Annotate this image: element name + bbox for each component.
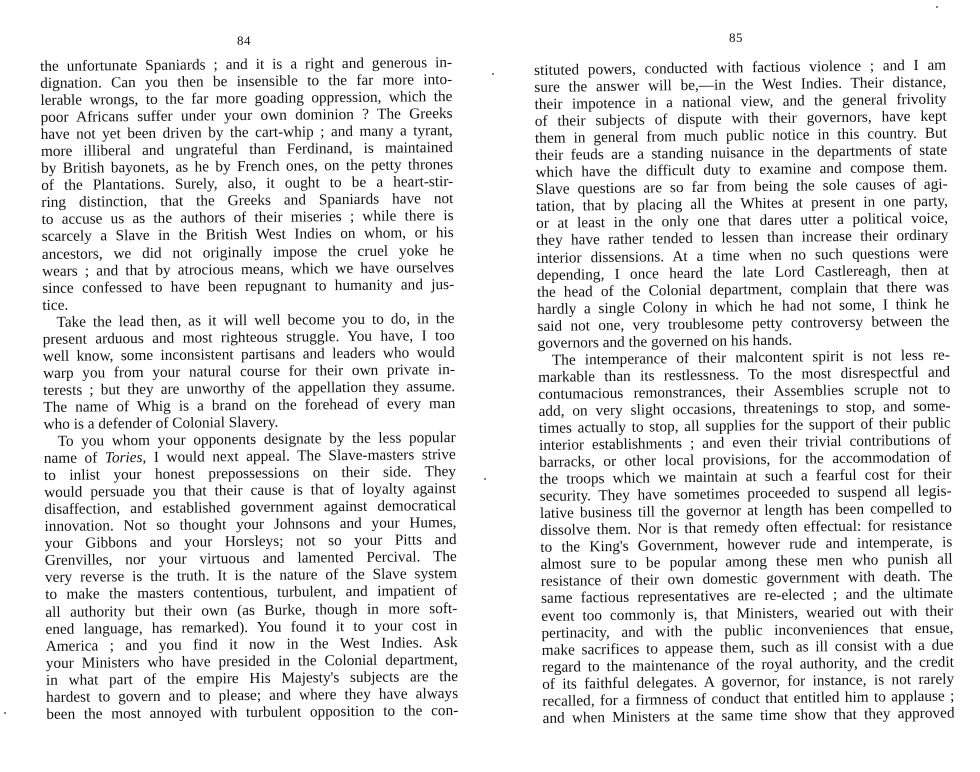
text-line: America ; and you find it now in the West Indies. Ask	[45, 633, 458, 655]
text-line: they have rather tended to lessen than increase their ordinary	[536, 227, 949, 250]
text-line: interior dissensions. At a time when no such questions were	[536, 244, 949, 267]
text-line: event too commonly is, that Ministers, wearied out with their	[541, 602, 954, 625]
page-number: 84	[237, 33, 251, 48]
text-line: present arduous and most righteous struggle. You have, I too	[42, 326, 455, 348]
text-line: terests ; but they are unworthy of the appellation they assume.	[43, 377, 456, 399]
text-line: markable than its restlessness. To the most disrespectful and	[538, 363, 951, 386]
text-line: warp you from your natural course for their own private in-	[42, 360, 456, 382]
text-line: regard to the maintenance of the royal authority, and the credit	[541, 653, 954, 676]
text-line: them in general from much public notice in this country. But	[534, 124, 948, 148]
text-line: dignation. Can you then be insensible to the far more into-	[40, 71, 453, 93]
text-line: tation, that by placing all the Whites at present in one party,	[535, 192, 948, 216]
text-line: times actually to stop, all supplies for the support of their public	[538, 414, 951, 437]
text-line: scarcely a Slave in the British West Indies on whom, or his	[41, 224, 454, 246]
text-line: depending, I once heard the late Lord Castlereagh, then at	[536, 261, 949, 284]
text-line: which have the difficult duty to examine and compose them.	[535, 158, 948, 182]
text-line: their feuds are a standing nuisance in the departments of state	[535, 141, 948, 165]
text-line: to the King's Government, however rude and intemperate, is	[540, 533, 953, 557]
text-line: recalled, for a firmness of conduct that entitled him to applause ;	[542, 687, 955, 710]
text-line: To you whom your opponents designate by the less popular	[57, 429, 456, 450]
scan-speck	[484, 478, 486, 480]
text-line: add, on very slight occasions, threatenings to stop, and some-	[538, 397, 951, 420]
text-line: barracks, or other local provisions, for the accommodation of	[539, 448, 952, 472]
text-line: sure the answer will be,—in the West Indies. Their distance,	[534, 73, 947, 97]
text-line: the head of the Colonial department, complain that there was	[536, 278, 950, 301]
text-line: and when Ministers at the same time show that they approved	[542, 704, 955, 727]
text-line: poor Africans suffer under your own dominion ? The Greeks	[40, 105, 453, 127]
text-line: more illiberal and ungrateful than Ferdinand, is maintained	[40, 139, 453, 161]
text-line: in what part of the empire His Majesty's subjects are the	[45, 667, 459, 689]
text-line: to accuse us as the authors of their miseries ; while there is	[41, 207, 454, 229]
text-line: dissolve them. Nor is that remedy often effectual: for resistance	[540, 516, 953, 540]
text-line: security. They have sometimes proceeded to suspend all legis-	[539, 482, 952, 506]
text-line: would persuade you that their cause is that of loyalty against	[44, 480, 457, 502]
text-line: The intemperance of their malcontent spirit is not less re-	[551, 346, 950, 369]
text-line: ancestors, we did not originally impose the cruel yoke he	[41, 241, 454, 263]
text-line: pertinacity, and with the public inconveniences that ensue,	[541, 619, 954, 642]
text-line: The name of Whig is a brand on the forehead of every man	[43, 394, 456, 416]
text-line: the unfortunate Spaniards ; and it is a right and generous in-	[40, 54, 453, 75]
text-line: who is a defender of Colonial Slavery.	[43, 413, 279, 433]
text-line: almost sure to be popular among these men who punish all	[540, 550, 953, 574]
text-line: disaffection, and established government against democratical	[44, 497, 457, 519]
text-line: Slave questions are so far from being the sole causes of agi-	[535, 175, 948, 199]
text-line: wears ; and that by atrocious means, which we have ourselves	[41, 258, 455, 280]
text-line: or at least in the only one that dares utter a political voice,	[536, 210, 949, 233]
text-line: since confessed to have been repugnant to humanity and jus-	[42, 275, 455, 297]
text-line: make sacrifices to appease them, such as ill consist with a due	[541, 636, 954, 659]
text-line: ring distinction, that the Greeks and Spaniards have not	[41, 190, 454, 212]
text-line: lative business till the governor at length has been compelled to	[539, 499, 952, 523]
text-line: stituted powers, conducted with factious violence ; and I am	[534, 56, 947, 79]
text-line: your Gibbons and your Horsleys; not so your Pitts and	[44, 531, 457, 553]
text-line: innovation. Not so thought your Johnsons and your Humes,	[44, 514, 457, 536]
text-line: very reverse is the truth. It is the nature of the Slave system	[44, 565, 458, 587]
text-line: Grenvilles, nor your virtuous and lamented Percival. The	[44, 548, 457, 570]
text-span: I would next appeal. The Slave-masters strive	[146, 446, 456, 467]
page-body-text	[534, 57, 955, 727]
text-line: tice.	[42, 296, 69, 314]
scan-speck	[936, 6, 938, 8]
text-line: to inlist your honest prepossessions on their side. They	[43, 463, 457, 485]
text-line: said not one, very troublesome petty controversy between the	[537, 312, 950, 335]
text-line: governors and the governed on his hands.	[537, 331, 793, 352]
scan-speck	[4, 712, 6, 714]
right-page	[530, 0, 955, 772]
text-line: hardest to govern and to please; and where they have always	[46, 684, 459, 706]
text-line: contumacious remonstrances, their Assemblies scruple not to	[538, 380, 951, 403]
text-line: Take the lead then, as it will well become you to do, in the	[56, 309, 455, 331]
text-line: ened language, has remarked). You found it to your cost in	[45, 616, 458, 638]
text-line: same factious representatives are re-elected ; and the ultimate	[540, 585, 954, 608]
text-line: resistance of their own domestic government with death. The	[540, 567, 953, 591]
text-line: interior establishments ; and even their trivial contributions of	[538, 431, 952, 454]
text-line: hardly a single Colony in which he had not some, I think he	[537, 295, 950, 318]
text-line: of the Plantations. Surely, also, it ought to be a heart-stir-	[41, 173, 454, 195]
text-line: the troops which we maintain at such a fearful cost for their	[539, 465, 952, 489]
scan-speck	[492, 73, 494, 75]
page-body-text	[40, 54, 458, 723]
text-line: of its faithful delegates. A governor, for instance, is not rarely	[542, 670, 955, 693]
text-line: to make the masters contentious, turbulent, and impatient of	[45, 582, 458, 604]
text-line: lerable wrongs, to the far more goading oppression, which the	[40, 88, 453, 110]
text-line: have not yet been driven by the cart-whip ; and many a tyrant,	[40, 122, 453, 144]
text-line: by British bayonets, as he by French ones, on the petty thrones	[40, 156, 454, 178]
text-line: been the most annoyed with turbulent opposition to the con-	[46, 701, 459, 723]
italic-text-span: Tories,	[104, 449, 147, 467]
page-number: 85	[729, 30, 743, 45]
text-span: name of	[43, 449, 105, 468]
text-line: well know, some inconsistent partisans and leaders who would	[42, 343, 455, 365]
text-line: of their subjects of dispute with their governors, have kept	[534, 107, 947, 131]
text-line: their impotence in a national view, and the general frivolity	[534, 90, 947, 114]
left-page	[38, 0, 459, 772]
text-line: your Ministers who have presided in the Colonial department,	[45, 650, 458, 672]
text-line: all authority but their own (as Burke, though in more soft-	[45, 599, 458, 621]
